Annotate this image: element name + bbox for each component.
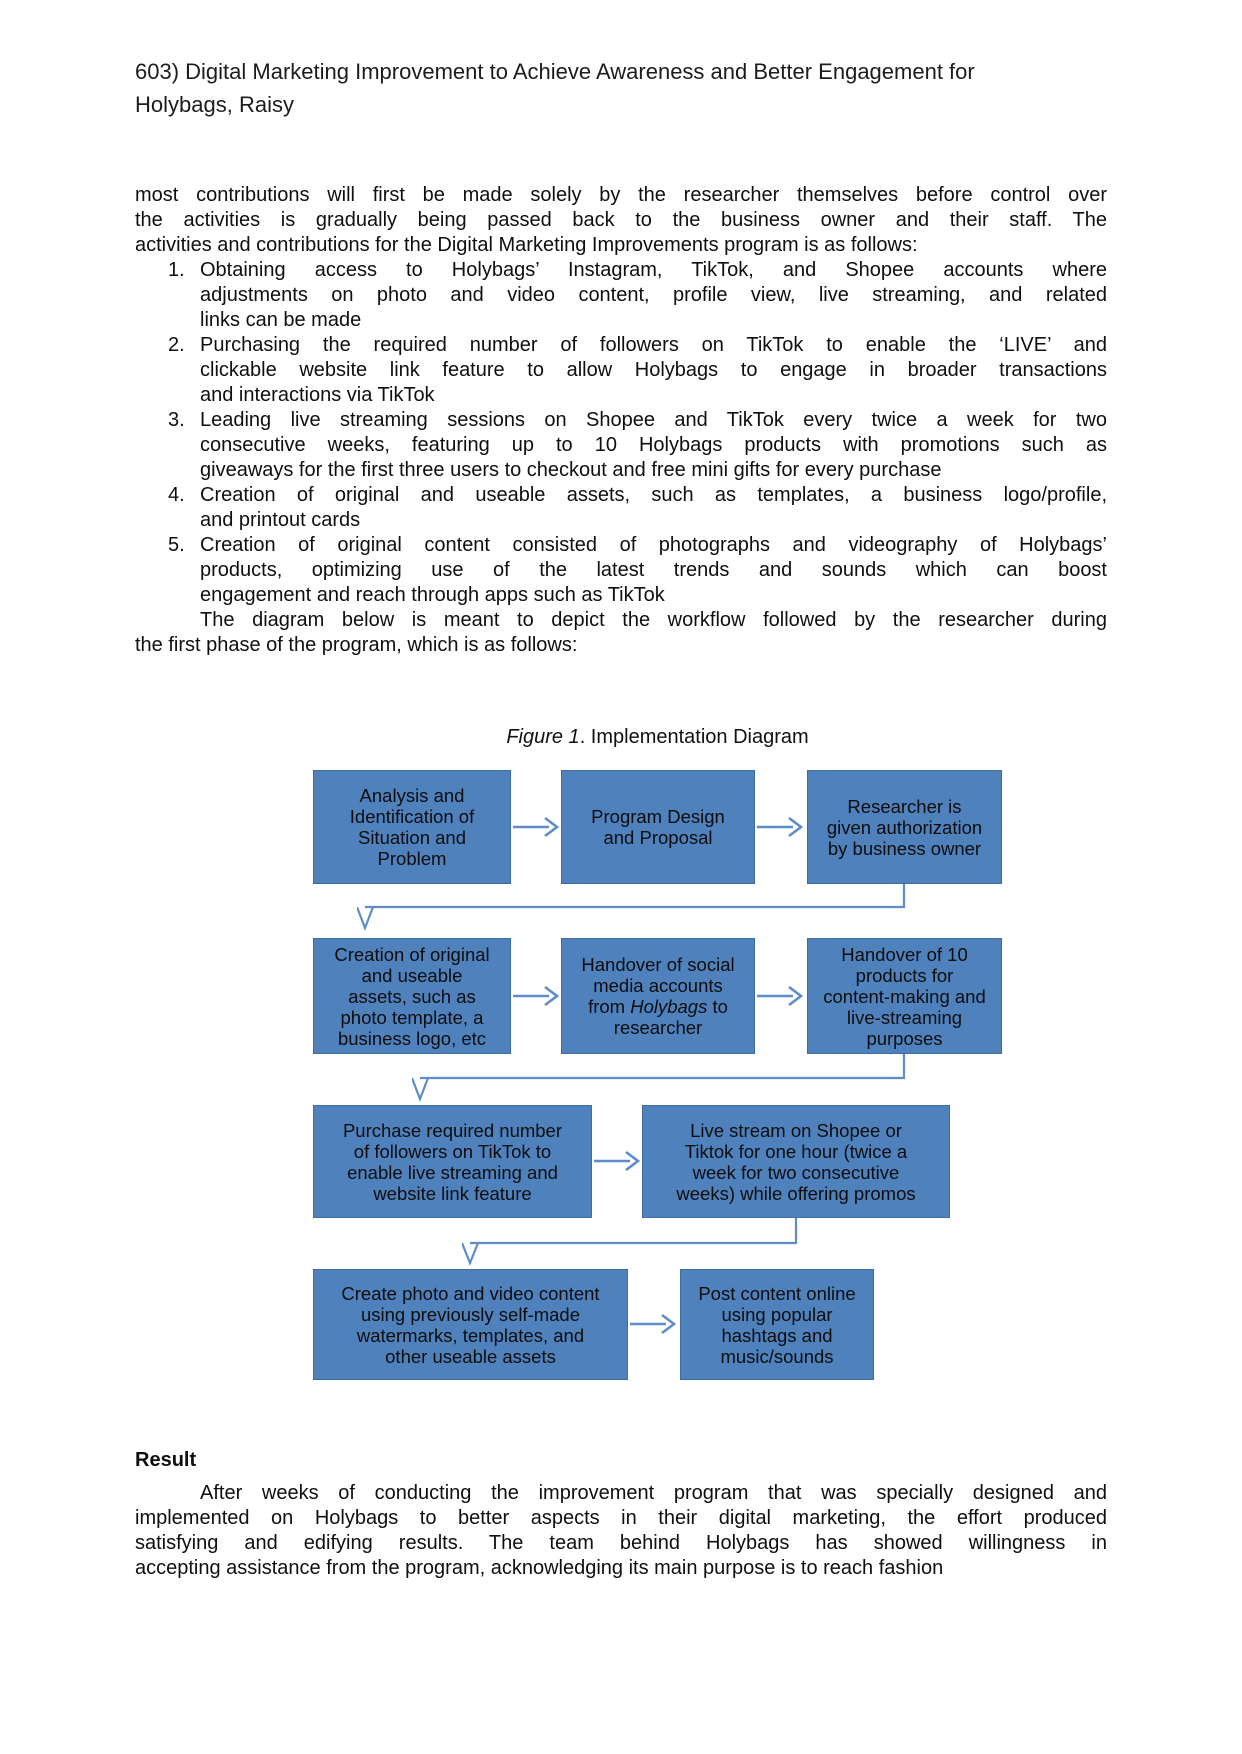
text-line: giveaways for the first three users to checkout and free mini gifts for every purchase bbox=[200, 459, 942, 481]
elbow-connector-down-arrow bbox=[412, 1054, 913, 1104]
diagram-box-line: week for two consecutive bbox=[692, 1161, 900, 1183]
right-arrow-icon bbox=[757, 984, 803, 1008]
diagram-box-line: website link feature bbox=[373, 1182, 532, 1204]
text-line: Creation of original content consisted of photographs and videography of Holybags’ bbox=[200, 534, 1107, 556]
body-text bbox=[135, 183, 1107, 658]
list-item-text bbox=[200, 258, 1107, 333]
header-line-2: Holybags, Raisy bbox=[135, 92, 294, 117]
list-item-number: 3. bbox=[168, 409, 185, 431]
text-line: satisfying and edifying results. The team behind Holybags has showed willingness in bbox=[135, 1532, 1107, 1554]
diagram-box-line: Analysis and bbox=[359, 785, 465, 806]
list-item-number: 1. bbox=[168, 259, 185, 281]
diagram-box-line: Create photo and video content bbox=[341, 1282, 600, 1304]
diagram-box-line: Post content online bbox=[698, 1282, 856, 1304]
list-item-text bbox=[200, 483, 1107, 533]
text-line: Purchasing the required number of followers on TikTok to enable the ‘LIVE’ and bbox=[200, 334, 1107, 356]
diagram-box-post-content bbox=[680, 1269, 874, 1380]
diagram-box-line: Tiktok for one hour (twice a bbox=[684, 1140, 908, 1162]
diagram-box-line: Handover of social bbox=[581, 954, 735, 975]
list-item bbox=[135, 483, 1107, 533]
text-line: and interactions via TikTok bbox=[200, 384, 435, 406]
diagram-box-handover-accounts bbox=[561, 938, 755, 1054]
page-header bbox=[135, 55, 1125, 121]
diagram-box-line: photo template, a bbox=[340, 1006, 484, 1028]
diagram-box-line: Creation of original bbox=[334, 943, 490, 965]
diagram-box-line: and useable bbox=[361, 964, 463, 986]
diagram-box-researcher-authorization bbox=[807, 770, 1002, 884]
diagram-box-line: content-making and bbox=[823, 985, 986, 1007]
list-item bbox=[135, 408, 1107, 483]
diagram-box-live-stream bbox=[642, 1105, 950, 1218]
text-line: the first phase of the program, which is as follows: bbox=[135, 634, 578, 656]
numbered-list bbox=[135, 258, 1107, 608]
text-line: engagement and reach through apps such as TikTok bbox=[200, 584, 665, 606]
list-item bbox=[135, 533, 1107, 608]
text-line: The diagram below is meant to depict the workflow followed by the researcher during bbox=[200, 609, 1107, 631]
diagram-box-line: Problem bbox=[377, 848, 447, 869]
implementation-diagram bbox=[313, 770, 1002, 1382]
text-line: and printout cards bbox=[200, 509, 361, 531]
diagram-box-line: Handover of 10 bbox=[841, 943, 968, 965]
result-heading: Result bbox=[135, 1449, 197, 1471]
text-line: adjustments on photo and video content, profile view, live streaming, and related bbox=[200, 284, 1107, 306]
diagram-box-line: by business owner bbox=[827, 837, 982, 859]
diagram-box-line: enable live streaming and bbox=[347, 1161, 558, 1183]
intro-paragraph bbox=[135, 183, 1107, 258]
text-line: the activities is gradually being passed back to the business owner and their staff. The bbox=[135, 209, 1107, 231]
list-item-text bbox=[200, 333, 1107, 408]
diagram-box-line: Researcher is bbox=[847, 795, 962, 817]
diagram-box-line: music/sounds bbox=[720, 1345, 834, 1367]
text-line: products, optimizing use of the latest trends and sounds which can boost bbox=[200, 559, 1107, 581]
figure-label: Figure 1 bbox=[506, 726, 580, 748]
figure-title: . Implementation Diagram bbox=[579, 726, 809, 748]
list-item-text bbox=[200, 408, 1107, 483]
diagram-box-line: Live stream on Shopee or bbox=[690, 1119, 902, 1141]
diagram-box-line: products for bbox=[855, 964, 954, 986]
diagram-box-line: of followers on TikTok to bbox=[353, 1140, 552, 1162]
list-item-number: 5. bbox=[168, 534, 185, 556]
text-line: accepting assistance from the program, acknowledging its main purpose is to reach fashion bbox=[135, 1557, 944, 1579]
text-line: Creation of original and useable assets, such as templates, a business logo/profile, bbox=[200, 484, 1107, 506]
diagram-box-analysis-identification bbox=[313, 770, 511, 884]
diagram-intro-paragraph bbox=[135, 608, 1107, 658]
text-line: links can be made bbox=[200, 309, 362, 331]
text-line: implemented on Holybags to better aspects in their digital marketing, the effort produced bbox=[135, 1507, 1107, 1529]
list-item-number: 2. bbox=[168, 334, 185, 356]
diagram-box-creation-assets bbox=[313, 938, 511, 1054]
diagram-box-line: business logo, etc bbox=[337, 1027, 487, 1049]
diagram-box-line: media accounts bbox=[593, 975, 723, 996]
diagram-box-line: given authorization bbox=[826, 816, 983, 838]
text-line: consecutive weeks, featuring up to 10 Holybags products with promotions such as bbox=[200, 434, 1107, 456]
diagram-box-line: watermarks, templates, and bbox=[356, 1324, 585, 1346]
elbow-connector-down-arrow bbox=[462, 1218, 805, 1268]
diagram-box-line: purposes bbox=[866, 1027, 943, 1049]
diagram-box-line: researcher bbox=[613, 1017, 703, 1038]
list-item bbox=[135, 258, 1107, 333]
diagram-box-line: assets, such as bbox=[348, 985, 476, 1007]
diagram-box-purchase-followers bbox=[313, 1105, 592, 1218]
diagram-box-line: other useable assets bbox=[385, 1345, 556, 1367]
right-arrow-icon bbox=[513, 815, 559, 839]
list-item bbox=[135, 333, 1107, 408]
text-line: Leading live streaming sessions on Shopee and TikTok every twice a week for two bbox=[200, 409, 1107, 431]
right-arrow-icon bbox=[757, 815, 803, 839]
diagram-box-line: live-streaming bbox=[846, 1006, 963, 1028]
right-arrow-icon bbox=[513, 984, 559, 1008]
list-item-number: 4. bbox=[168, 484, 185, 506]
diagram-box-line: using previously self-made bbox=[360, 1303, 581, 1325]
diagram-box-line: using popular bbox=[721, 1303, 833, 1325]
diagram-box-program-design bbox=[561, 770, 755, 884]
header-line-1: 603) Digital Marketing Improvement to Achieve Awareness and Better Engagement for bbox=[135, 59, 975, 84]
text-line: most contributions will first be made solely by the researcher themselves before control over bbox=[135, 184, 1107, 206]
diagram-box-line: and Proposal bbox=[603, 827, 713, 848]
list-item-text bbox=[200, 533, 1107, 608]
result-section bbox=[135, 1448, 1107, 1581]
text-line: clickable website link feature to allow Holybags to engage in broader transactions bbox=[200, 359, 1107, 381]
result-paragraph bbox=[135, 1481, 1107, 1581]
diagram-box-create-content bbox=[313, 1269, 628, 1380]
diagram-box-handover-products bbox=[807, 938, 1002, 1054]
diagram-box-line: from Holybags to bbox=[588, 996, 728, 1017]
diagram-box-line: Situation and bbox=[357, 827, 466, 848]
diagram-box-line: weeks) while offering promos bbox=[676, 1182, 916, 1204]
diagram-box-line: Purchase required number bbox=[342, 1119, 563, 1141]
text-line: After weeks of conducting the improvement program that was specially designed and bbox=[200, 1482, 1107, 1504]
right-arrow-icon bbox=[630, 1312, 676, 1336]
diagram-box-line: hashtags and bbox=[721, 1324, 833, 1346]
elbow-connector-down-arrow bbox=[357, 884, 913, 934]
text-line: activities and contributions for the Digital Marketing Improvements program is as follows: bbox=[135, 234, 918, 256]
diagram-box-line: Identification of bbox=[349, 806, 475, 827]
diagram-box-line: Program Design bbox=[591, 806, 725, 827]
right-arrow-icon bbox=[594, 1149, 640, 1173]
figure-caption bbox=[313, 726, 1002, 749]
text-line: Obtaining access to Holybags’ Instagram, TikTok, and Shopee accounts where bbox=[200, 259, 1107, 281]
